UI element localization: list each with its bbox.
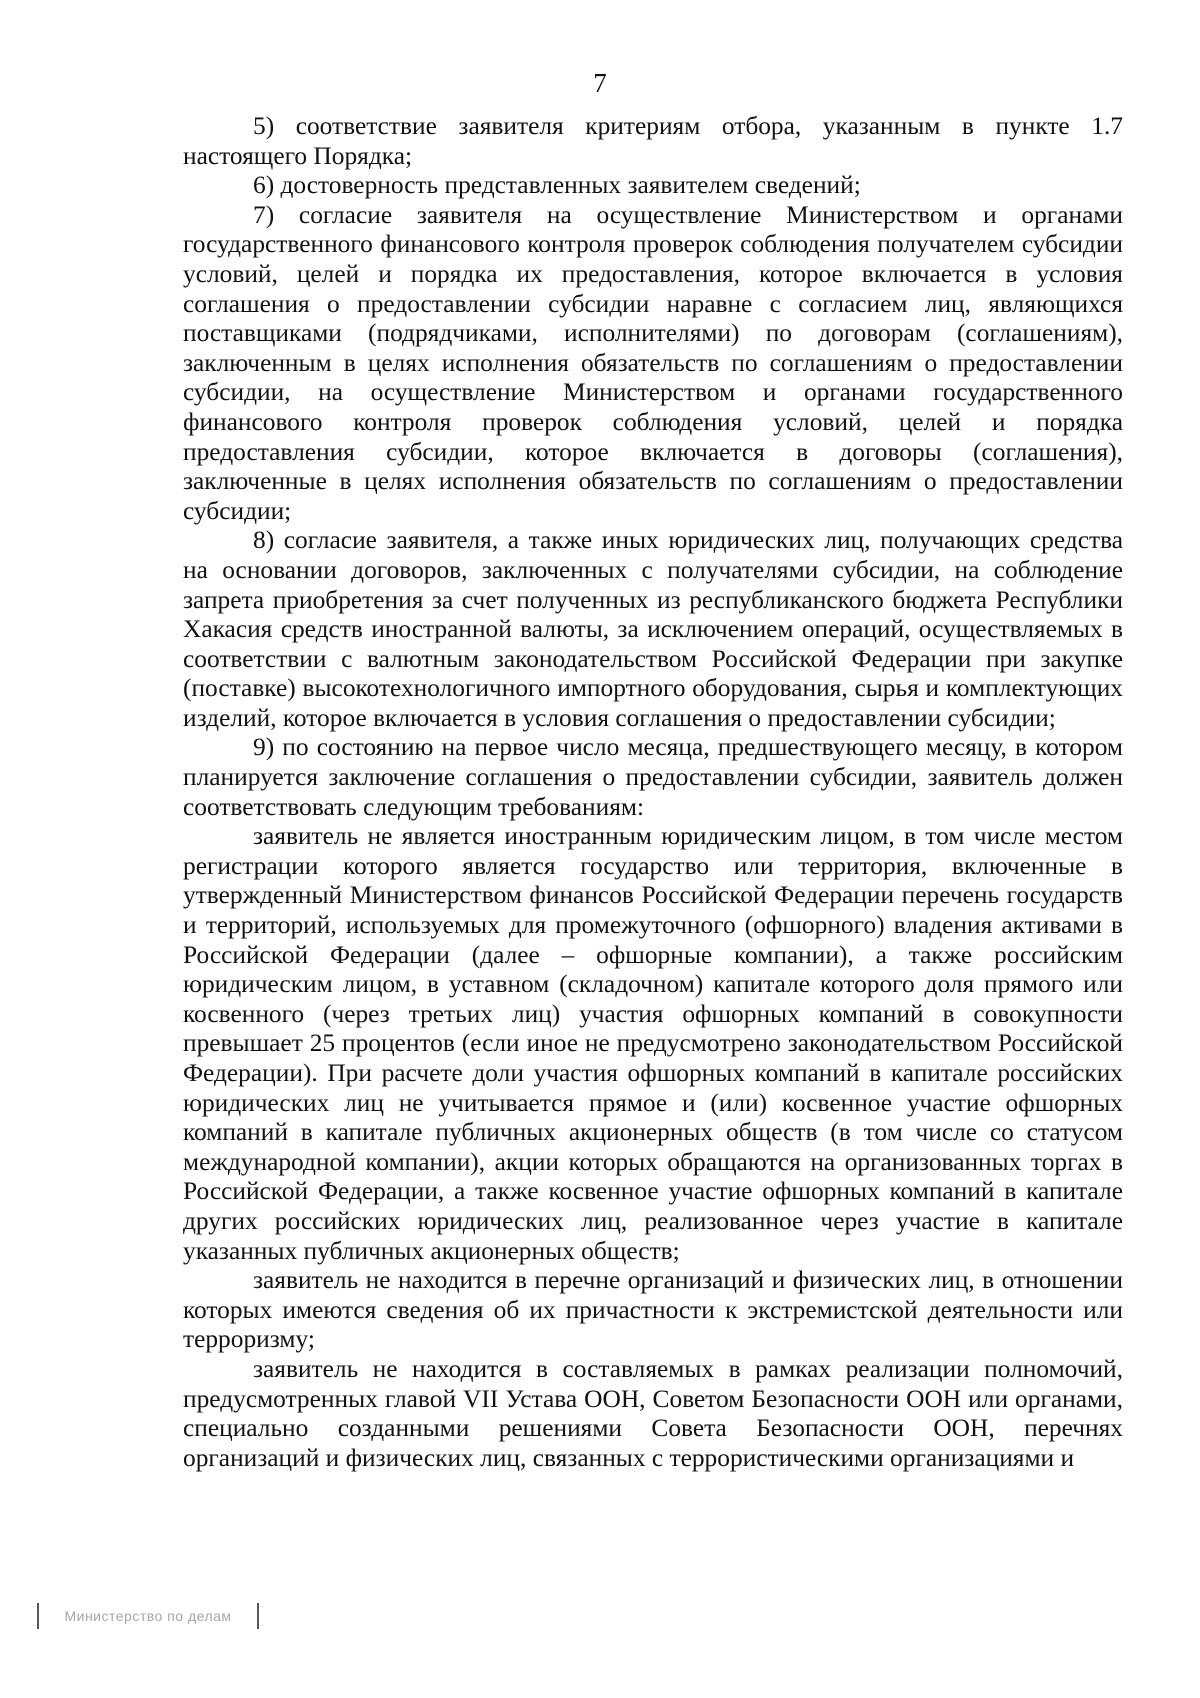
paragraph-item-8: 8) согласие заявителя, а также иных юридических лиц, получающих средства на основании договоров, заключенных с получателями субсидии, на соблюдение запрета приобретения за счет полученных из республиканского бюджета Республики Хакасия средств иностранной валюты, за исключением операций, осуществляемых в соответствии с валютным законодательством Российской Федерации при закупке (поставке) высокотехнологичного импортного оборудования, сырья и комплектующих изделий, которое включается в условия соглашения о предоставлении субсидии;: [183, 526, 1123, 732]
page-number: 7: [593, 68, 607, 98]
document-body: [183, 112, 1123, 1473]
paragraph-item-9: 9) по состоянию на первое число месяца, предшествующего месяцу, в котором планируется заключение соглашения о предоставлении субсидии, заявитель должен соответствовать следующим требованиям:: [183, 733, 1123, 821]
ministry-stamp: Министерство по делам: [37, 1603, 259, 1629]
paragraph-requirement-un-lists: заявитель не находится в составляемых в рамках реализации полномочий, предусмотренных главой VII Устава ООН, Советом Безопасности ООН или органами, специально созданными решениями Совета Безопасности ООН, перечнях организаций и физических лиц, связанных с террористическими организациями и: [183, 1354, 1123, 1472]
paragraph-item-7: 7) согласие заявителя на осуществление Министерством и органами государственного финансового контроля проверок соблюдения получателем субсидии условий, целей и порядка их предоставления, которое включается в условия соглашения о предоставлении субсидии наравне с согласием лиц, являющихся поставщиками (подрядчиками, исполнителями) по договорам (соглашениям), заключенным в целях исполнения обязательств по соглашениям о предоставлении субсидии, на осуществление Министерством и органами государственного финансового контроля проверок соблюдения условий, целей и порядка предоставления субсидии, которое включается в договоры (соглашения), заключенные в целях исполнения обязательств по соглашениям о предоставлении субсидии;: [183, 200, 1123, 525]
paragraph-requirement-extremism: заявитель не находится в перечне организаций и физических лиц, в отношении которых имеются сведения об их причастности к экстремистской деятельности или терроризму;: [183, 1266, 1123, 1354]
paragraph-item-5: 5) соответствие заявителя критериям отбора, указанным в пункте 1.7 настоящего Порядка;: [183, 112, 1123, 170]
paragraph-item-6: 6) достоверность представленных заявителем сведений;: [253, 171, 861, 200]
paragraph-requirement-offshore: заявитель не является иностранным юридическим лицом, в том числе местом регистрации которого является государство или территория, включенные в утвержденный Министерством финансов Российской Федерации перечень государств и территорий, используемых для промежуточного (офшорного) владения активами в Российской Федерации (далее – офшорные компании), а также российским юридическим лицом, в уставном (складочном) капитале которого доля прямого или косвенного (через третьих лиц) участия офшорных компаний в совокупности превышает 25 процентов (если иное не предусмотрено законодательством Российской Федерации). При расчете доли участия офшорных компаний в капитале российских юридических лиц не учитывается прямое и (или) косвенное участие офшорных компаний в капитале публичных акционерных обществ (в том числе со статусом международной компании), акции которых обращаются на организованных торгах в Российской Федерации, а также косвенное участие офшорных компаний в капитале других российских юридических лиц, реализованное через участие в капитале указанных публичных акционерных обществ;: [183, 822, 1123, 1265]
